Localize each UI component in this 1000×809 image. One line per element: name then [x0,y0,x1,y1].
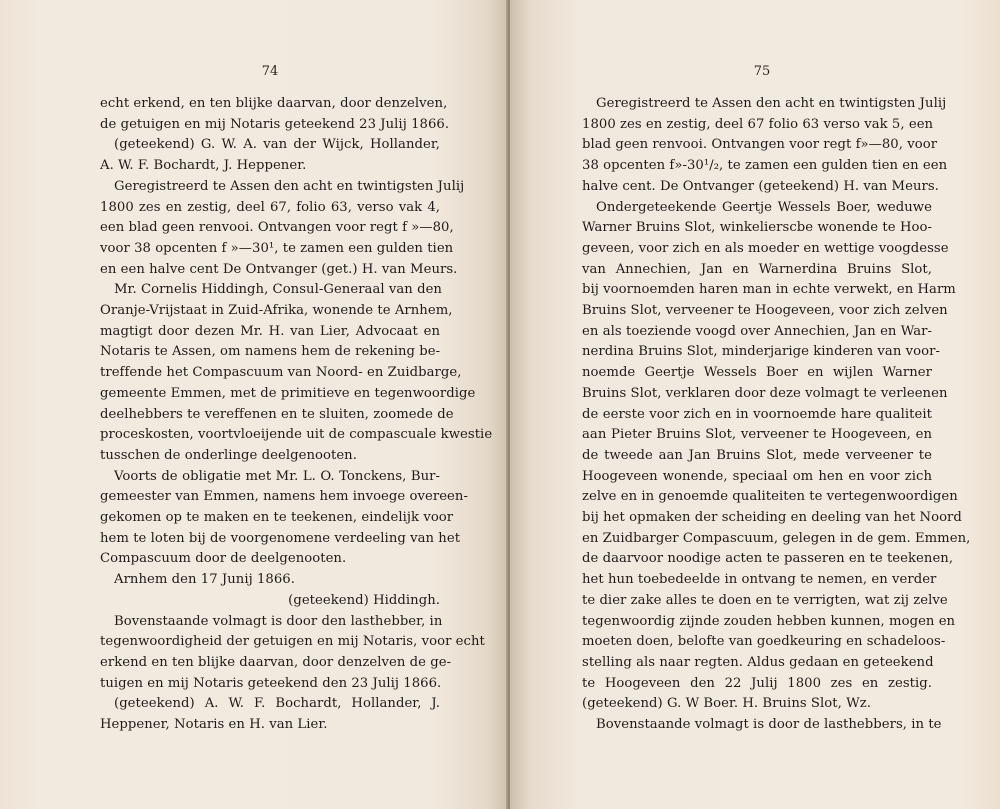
text-line: erkend en ten blijke daarvan, door denzelven de ge- [100,654,452,670]
text-line: Geregistreerd te Assen den acht en twintigsten Julij [596,96,947,111]
text-line: Compascuum door de deelgenooten. [100,551,347,567]
page-number: 74 [261,64,279,79]
text-line: stelling als naar regten. Aldus gedaan en geteekend [582,654,934,670]
text-line: Voorts de obligatie met Mr. L. O. Tonckens, Bur- [114,468,440,484]
text-line: deelhebbers te vereffenen en te sluiten, zoomede de [100,406,454,422]
text-line: gekomen op te maken en te teekenen, eindelijk voor [100,510,454,526]
text-line: en een halve cent De Ontvanger (get.) H. van Meurs. [100,261,458,277]
text-line: hem te loten bij de voorgenomene verdeeling van het [100,530,461,546]
text-line: 38 opcenten f»-30¹/₂, te zamen een gulden tien en een [582,158,948,174]
text-line: moeten doen, belofte van goedkeuring en schadeloos- [582,634,946,650]
text-line: Arnhem den 17 Junij 1866. [114,572,295,588]
text-line: Bruins Slot, verklaren door deze volmagt te verleenen [582,385,948,401]
text-line: Bruins Slot, verveener te Hoogeveen, voor zich zelven [582,303,948,319]
text-line: Oranje-Vrijstaat in Zuid-Afrika, wonende te Arnhem, [100,303,453,319]
text-line: Mr. Cornelis Hiddingh, Consul-Generaal van den [114,282,442,298]
text-line: aan Pieter Bruins Slot, verveener te Hoogeveen, en [582,427,932,443]
text-line: en Zuidbarger Compascuum, gelegen in de gem. Emmen, [582,530,971,546]
page-number: 75 [753,64,771,79]
text-line: (geteekend) G. W Boer. H. Bruins Slot, Wz. [582,696,871,712]
text-line: een blad geen renvooi. Ontvangen voor regt f »—80, [100,220,454,236]
page-text [100,94,493,736]
text-line: Bovenstaande volmagt is door de lasthebbers, in te [596,717,942,733]
text-line: tusschen de onderlinge deelgenooten. [100,447,357,463]
text-line: gemeente Emmen, met de primitieve en tegenwoordige [100,385,476,401]
text-line: tegenwoordigheid der getuigen en mij Notaris, voor echt [100,634,485,650]
text-line: de daarvoor noodige acten te passeren en te teekenen, [582,551,954,567]
text-line: tegenwoordig zijnde zouden hebben kunnen, mogen en [582,613,956,629]
text-line: Heppener, Notaris en H. van Lier. [100,717,328,733]
text-line: 1800 zes en zestig, deel 67 folio 63 verso vak 5, een [582,116,934,132]
text-line: bij voornoemden haren man in echte verwekt, en Harm [582,282,956,298]
text-line: zelve en in genoemde qualiteiten te vertegenwoordigen [582,489,958,505]
text-line: bij het opmaken der scheiding en deeling van het Noord [582,510,962,526]
text-line: en als toeziende voogd over Annechien, Jan en War- [582,323,932,339]
text-line: de tweede aan Jan Bruins Slot, mede verveener te [582,447,932,463]
text-line: echt erkend, en ten blijke daarvan, door denzelven, [100,96,448,111]
text-line: 1800 zes en zestig, deel 67, folio 63, verso vak 4, [100,199,440,215]
text-line: gemeester van Emmen, namens hem invoege overeen- [100,489,468,505]
text-line: geveen, voor zich en als moeder en wettige voogdesse [582,240,949,256]
text-line: proceskosten, voortvloeijende uit de compascuale kwestie [100,427,493,443]
text-line: het hun toebedeelde in ontvang te nemen, en verder [582,572,937,588]
text-line: treffende het Compascuum van Noord- en Zuidbarge, [100,365,462,381]
text-line: halve cent. De Ontvanger (geteekend) H. van Meurs. [582,178,939,194]
text-line: A. W. F. Bochardt, J. Heppener. [100,158,307,174]
text-line: Ondergeteekende Geertje Wessels Boer, weduwe [596,199,932,215]
text-line: Hoogeveen wonende, speciaal om hen en voor zich [582,468,932,484]
text-line: tuigen en mij Notaris geteekend den 23 Julij 1866. [100,675,442,691]
text-line: Warner Bruins Slot, winkelierscbe wonende te Hoo- [582,220,932,236]
text-line: (geteekend) G. W. A. van der Wijck, Hollander, [114,137,440,153]
right-page [510,0,1000,809]
text-line: magtigt door dezen Mr. H. van Lier, Advocaat en [100,323,440,339]
text-line: te dier zake alles te doen en te verrigten, wat zij zelve [582,592,948,608]
text-line: blad geen renvooi. Ontvangen voor regt f»—80, voor [582,137,938,153]
text-line: Notaris te Assen, om namens hem de rekening be- [100,344,441,360]
page-text [582,94,971,736]
text-line: voor 38 opcenten f »—30¹, te zamen een gulden tien [100,240,454,256]
text-line: te Hoogeveen den 22 Julij 1800 zes en zestig. [582,675,932,691]
text-line: (geteekend) A. W. F. Bochardt, Hollander, J. [114,696,440,712]
text-line: de eerste voor zich en in voornoemde hare qualiteit [582,406,932,422]
text-line: noemde Geertje Wessels Boer en wijlen Warner [582,365,932,381]
text-line: (geteekend) Hiddingh. [288,592,440,608]
text-line: Bovenstaande volmagt is door den lasthebber, in [114,613,443,629]
text-line: nerdina Bruins Slot, minderjarige kinderen van voor- [582,344,940,360]
text-line: de getuigen en mij Notaris geteekend 23 Julij 1866. [100,116,450,132]
text-line: Geregistreerd te Assen den acht en twintigsten Julij [114,178,465,194]
text-line: van Annechien, Jan en Warnerdina Bruins Slot, [582,261,932,277]
